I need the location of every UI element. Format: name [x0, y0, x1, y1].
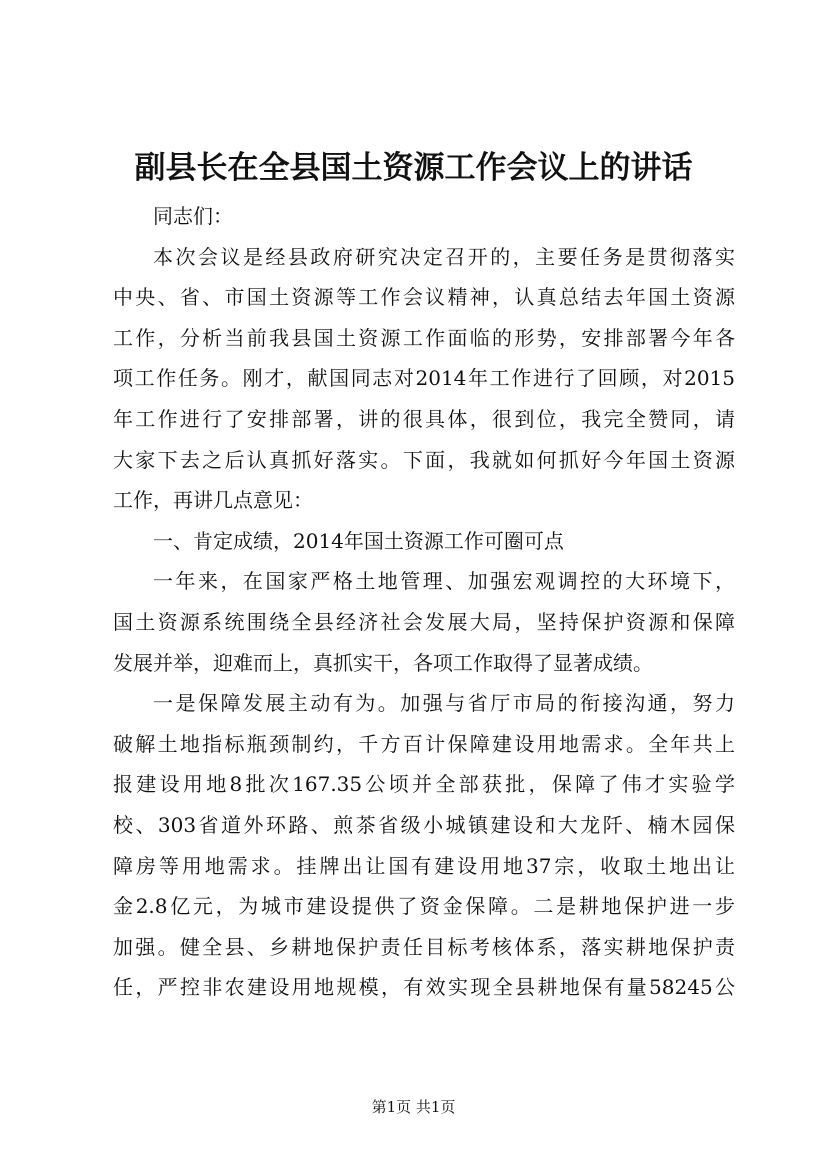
text-line: 工作，再讲几点意见： [113, 488, 313, 513]
text-line: 同志们： [153, 204, 233, 228]
text-line: 本次会议是经县政府研究决定召开的，主要任务是贯彻落实 [153, 244, 735, 269]
text-line: 校、303省道外环路、煎茶省级小城镇建设和大龙阡、楠木园保 [113, 812, 735, 837]
text-line: 项工作任务。刚才，献国同志对2014年工作进行了回顾，对2015 [113, 366, 735, 391]
text-line: 一是保障发展主动有为。加强与省厅市局的衔接沟通，努力 [153, 691, 735, 716]
text-line: 金2.8亿元，为城市建设提供了资金保障。二是耕地保护进一步 [113, 894, 735, 919]
text-line: 国土资源系统围绕全县经济社会发展大局，坚持保护资源和保障 [113, 609, 735, 634]
text-line: 破解土地指标瓶颈制约，千方百计保障建设用地需求。全年共上 [113, 731, 735, 756]
page-footer: 第1页 共1页 [371, 1098, 456, 1116]
text-line: 加强。健全县、乡耕地保护责任目标考核体系，落实耕地保护责 [113, 934, 735, 959]
text-line: 发展并举，迎难而上，真抓实干，各项工作取得了显著成绩。 [113, 650, 653, 675]
text-line: 工作，分析当前我县国土资源工作面临的形势，安排部署今年各 [113, 325, 735, 350]
document-body [113, 196, 735, 1008]
text-line: 一、肯定成绩，2014年国土资源工作可圈可点 [153, 528, 564, 553]
text-line: 任，严控非农建设用地规模，有效实现全县耕地保有量58245公 [113, 975, 735, 1000]
text-line: 报建设用地8批次167.35公顷并全部获批，保障了伟才实验学 [113, 772, 735, 797]
text-line: 年工作进行了安排部署，讲的很具体，很到位，我完全赞同，请 [113, 406, 735, 431]
text-line: 障房等用地需求。挂牌出让国有建设用地37宗，收取土地出让 [113, 853, 735, 878]
text-line: 大家下去之后认真抓好落实。下面，我就如何抓好今年国土资源 [113, 447, 735, 472]
text-line: 中央、省、市国土资源等工作会议精神，认真总结去年国土资源 [113, 285, 735, 310]
text-line: 一年来，在国家严格土地管理、加强宏观调控的大环境下， [153, 569, 735, 594]
document-title: 副县长在全县国土资源工作会议上的讲话 [134, 150, 693, 186]
